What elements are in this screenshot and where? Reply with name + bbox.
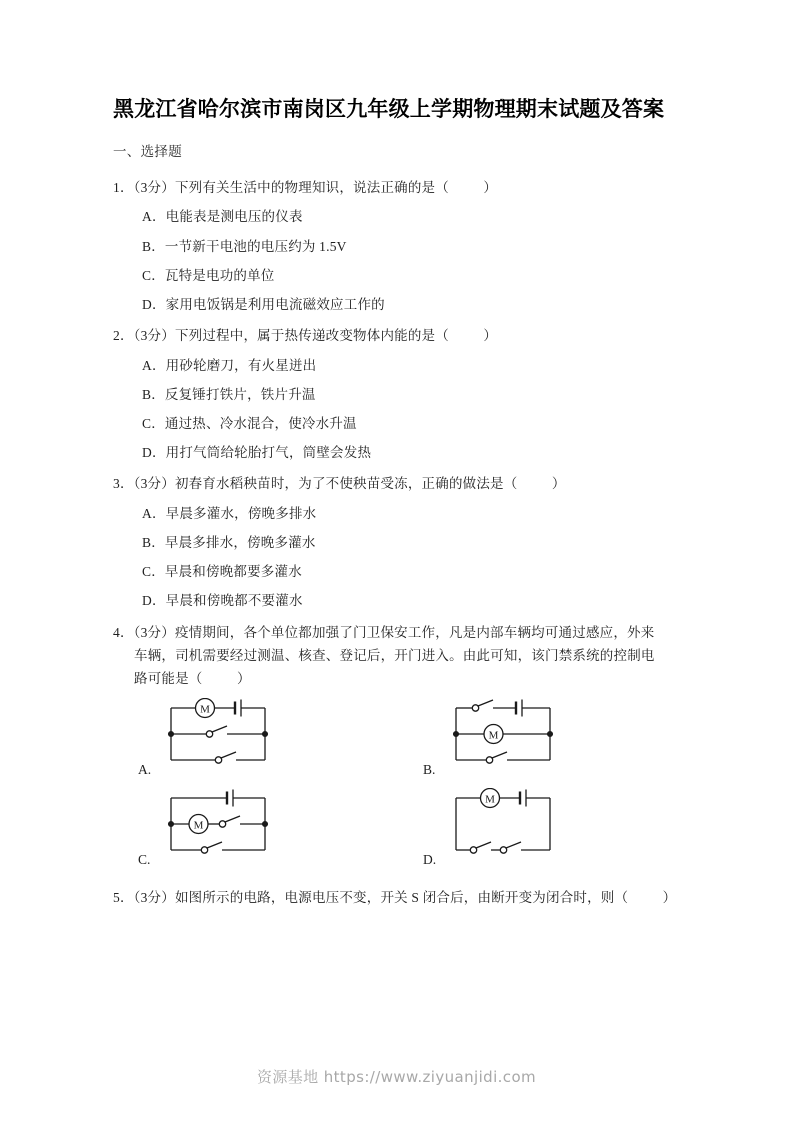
- question-3-stem-close: ）: [551, 476, 566, 492]
- question-1-answer-blank: [449, 180, 483, 195]
- circuit-option-d-label: D.: [423, 852, 437, 868]
- question-1-option-c[interactable]: C．瓦特是电功的单位: [142, 267, 275, 283]
- circuit-options-row-bottom: [113, 786, 683, 876]
- question-2-option-a[interactable]: A．用砂轮磨刀，有火星迸出: [142, 357, 317, 373]
- question-5: [113, 886, 683, 909]
- question-2-option-d[interactable]: D．用打气筒给轮胎打气，筒壁会发热: [142, 445, 372, 461]
- question-2-stem-text: 2．（3分）下列过程中，属于热传递改变物体内能的是（: [113, 328, 449, 344]
- motor-symbol-label-d: M: [485, 793, 495, 806]
- question-1-stem: [113, 176, 683, 199]
- circuit-diagram-a: [161, 698, 281, 772]
- motor-symbol-label-c: M: [193, 819, 204, 832]
- question-3-stem: [113, 472, 683, 495]
- question-4-stem: [113, 621, 683, 691]
- section-heading-multiple-choice: 一、选择题: [113, 144, 182, 160]
- question-4-stem-close: ）: [236, 670, 251, 686]
- motor-symbol-label-a: M: [200, 703, 210, 716]
- question-3-answer-blank: [517, 476, 551, 491]
- circuit-option-a-label: A.: [138, 762, 152, 778]
- question-2-stem-close: ）: [483, 328, 498, 344]
- question-3-option-c[interactable]: C．早晨和傍晚都要多灌水: [142, 564, 302, 580]
- question-2-answer-blank: [449, 328, 483, 343]
- question-1-stem-text: 1．（3分）下列有关生活中的物理知识，说法正确的是（: [113, 180, 449, 196]
- question-2: [113, 324, 683, 464]
- question-2-stem: [113, 324, 683, 347]
- question-1-option-a[interactable]: A．电能表是测电压的仪表: [142, 209, 303, 225]
- question-5-stem-text: 5．（3分）如图所示的电路，电源电压不变，开关 S 闭合后，由断开变为闭合时，则（: [113, 890, 629, 906]
- circuit-option-b-label: B.: [423, 762, 436, 778]
- question-4-stem-line-3-text: 路可能是（: [134, 670, 203, 686]
- question-4-stem-line-1: 4．（3分）疫情期间，各个单位都加强了门卫保安工作，凡是内部车辆均可通过感应，外来: [113, 624, 655, 640]
- question-3: [113, 472, 683, 612]
- question-1-stem-close: ）: [483, 180, 498, 196]
- question-4-circuit-options: [113, 696, 683, 876]
- question-5-stem-close: ）: [662, 890, 677, 906]
- question-3-stem-text: 3．（3分）初春育水稻秧苗时，为了不使秧苗受冻，正确的做法是（: [113, 476, 518, 492]
- circuit-diagram-c: [161, 788, 281, 862]
- question-4: [113, 621, 683, 877]
- page-title: 黑龙江省哈尔滨市南岗区九年级上学期物理期末试题及答案: [113, 97, 665, 121]
- question-4-stem-line-3: [113, 667, 683, 690]
- circuit-option-c-label: C.: [138, 852, 151, 868]
- question-5-answer-blank: [628, 890, 662, 905]
- circuit-diagram-b: [446, 698, 566, 772]
- question-3-option-b[interactable]: B．早晨多排水，傍晚多灌水: [142, 534, 316, 550]
- question-5-stem: [113, 886, 683, 909]
- question-1: [113, 176, 683, 316]
- question-3-option-d[interactable]: D．早晨和傍晚都不要灌水: [142, 593, 303, 609]
- question-1-option-b[interactable]: B．一节新干电池的电压约为 1.5V: [142, 238, 347, 254]
- document-content: [113, 92, 683, 917]
- circuit-option-c[interactable]: [113, 786, 398, 876]
- circuit-option-b[interactable]: [398, 696, 683, 786]
- question-2-option-b[interactable]: B．反复锤打铁片，铁片升温: [142, 386, 316, 402]
- circuit-option-a[interactable]: [113, 696, 398, 786]
- circuit-option-d[interactable]: [398, 786, 683, 876]
- question-4-answer-blank: [203, 671, 237, 686]
- question-3-option-a[interactable]: A．早晨多灌水，傍晚多排水: [142, 505, 317, 521]
- question-1-option-d[interactable]: D．家用电饭锅是利用电流磁效应工作的: [142, 297, 385, 313]
- footer-watermark: 资源基地 https://www.ziyuanjidi.com: [256, 1068, 537, 1086]
- circuit-diagram-d: [446, 788, 566, 862]
- question-4-stem-line-2: 车辆，司机需要经过测温、核查、登记后，开门进入。由此可知，该门禁系统的控制电: [134, 647, 655, 663]
- question-2-option-c[interactable]: C．通过热、冷水混合，使冷水升温: [142, 416, 357, 432]
- motor-symbol-label-b: M: [488, 729, 499, 742]
- circuit-options-row-top: [113, 696, 683, 786]
